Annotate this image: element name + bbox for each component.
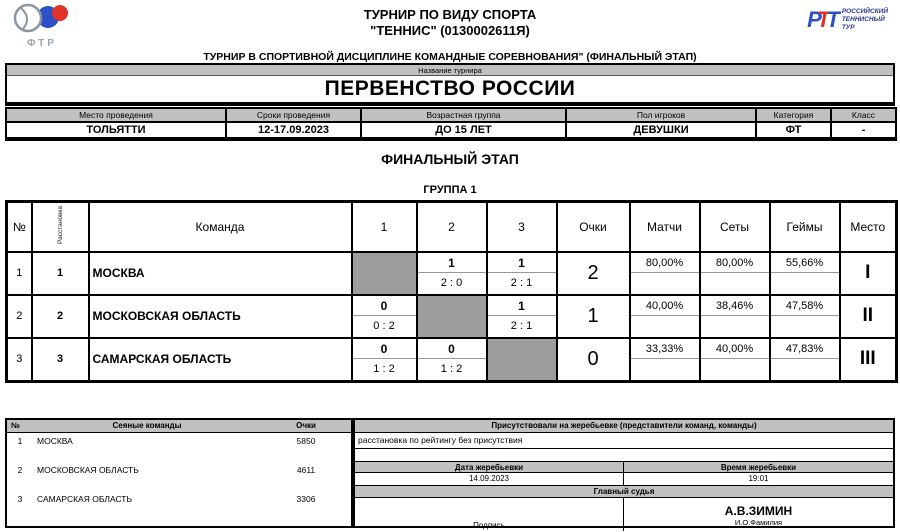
team-name: МОСКВА [89, 252, 352, 295]
matches-pct-cell: 40,00% [630, 295, 700, 338]
info-value-gender: ДЕВУШКИ [566, 122, 756, 139]
match-cell: 0 0 : 2 [352, 295, 417, 338]
info-header-category: Категория [756, 108, 831, 122]
rtt-letters-icon: РТТ [807, 7, 836, 32]
col-header-seed: Расстановка [32, 202, 89, 252]
rtt-logo [807, 8, 888, 32]
results-header-row [7, 202, 897, 252]
col-header-points: Очки [557, 202, 630, 252]
info-value-class: - [831, 122, 896, 139]
bottom-section [5, 418, 895, 528]
col-header-games: Геймы [770, 202, 840, 252]
referee-caption: И.О.Фамилия [734, 518, 783, 527]
place-cell: III [840, 338, 897, 382]
table-row [7, 338, 897, 382]
draw-date-header: Дата жеребьевки [355, 461, 624, 473]
points-cell: 0 [557, 338, 630, 382]
row-number: 1 [7, 252, 32, 295]
row-number: 3 [7, 338, 32, 382]
col-header-place: Место [840, 202, 897, 252]
list-item: 1 МОСКВА 5850 [17, 436, 316, 446]
list-item: 2 МОСКОВСКАЯ ОБЛАСТЬ 4611 [17, 465, 316, 475]
col-header-opp1: 1 [352, 202, 417, 252]
games-pct-cell: 47,83% [770, 338, 840, 382]
col-header-matches: Матчи [630, 202, 700, 252]
seed-col-num: № [11, 421, 20, 430]
sets-pct-cell: 38,46% [700, 295, 770, 338]
draw-time-header: Время жеребьевки [624, 461, 893, 473]
games-pct-cell: 55,66% [770, 252, 840, 295]
matches-pct-cell: 33,33% [630, 338, 700, 382]
place-cell: II [840, 295, 897, 338]
draw-time-value: 19:01 [748, 474, 769, 483]
seed-col-points: Очки [296, 421, 316, 430]
team-name: САМАРСКАЯ ОБЛАСТЬ [89, 338, 352, 382]
rtt-logo-text: РОССИЙСКИЙ ТЕННИСНЫЙ ТУР [841, 8, 888, 31]
draw-datetime-headers [355, 461, 893, 473]
spacer [355, 449, 893, 461]
attendance-header: Присутствовали на жеребьевке (представители команд, команды) [355, 420, 893, 433]
info-header-venue: Место проведения [6, 108, 226, 122]
stage-heading: ФИНАЛЬНЫЙ ЭТАП [381, 151, 519, 167]
group-heading: ГРУППА 1 [423, 184, 477, 196]
info-header-dates: Сроки проведения [226, 108, 361, 122]
draw-date-value: 14.09.2023 [355, 473, 624, 485]
match-cell: 1 2 : 0 [417, 252, 487, 295]
info-header-age-group: Возрастная группа [361, 108, 566, 122]
table-row [7, 295, 897, 338]
match-cell: 0 1 : 2 [352, 338, 417, 382]
group-results-table [5, 200, 898, 383]
place-cell: I [840, 252, 897, 295]
col-header-sets: Сеты [700, 202, 770, 252]
list-item: 3 САМАРСКАЯ ОБЛАСТЬ 3306 [17, 494, 316, 504]
referee-header: Главный судья [355, 485, 893, 498]
row-seed: 1 [32, 252, 89, 295]
sets-pct-cell: 80,00% [700, 252, 770, 295]
self-match-cell [417, 295, 487, 338]
info-value-venue: ТОЛЬЯТТИ [6, 122, 226, 139]
draw-datetime-values [355, 473, 893, 485]
tournament-name-box [5, 63, 895, 106]
table-row [7, 252, 897, 295]
signature-label: Подпись [473, 521, 505, 530]
draw-info-panel [353, 418, 895, 528]
page-title-line2: "ТЕННИС" (0130002611Я) [370, 23, 530, 38]
info-value-age-group: ДО 15 ЛЕТ [361, 122, 566, 139]
sets-pct-cell: 40,00% [700, 338, 770, 382]
self-match-cell [352, 252, 417, 295]
referee-cell [624, 498, 893, 531]
self-match-cell [487, 338, 557, 382]
team-name: МОСКОВСКАЯ ОБЛАСТЬ [89, 295, 352, 338]
signature-row [355, 498, 893, 531]
seed-col-team: Сеяные команды [112, 421, 182, 430]
info-value-dates: 12-17.09.2023 [226, 122, 361, 139]
info-value-category: ФТ [756, 122, 831, 139]
tournament-name-label: Название турнира [7, 65, 893, 76]
info-header-class: Класс [831, 108, 896, 122]
games-pct-cell: 47,58% [770, 295, 840, 338]
matches-pct-cell: 80,00% [630, 252, 700, 295]
event-info-table [5, 107, 897, 141]
discipline-subtitle: ТУРНИР В СПОРТИВНОЙ ДИСЦИПЛИНЕ КОМАНДНЫЕ СОРЕВНОВАНИЯ" (ФИНАЛЬНЫЙ ЭТАП) [203, 51, 697, 63]
match-cell: 1 2 : 1 [487, 295, 557, 338]
ftr-logo-label: ФТР [27, 38, 57, 49]
info-header-gender: Пол игроков [566, 108, 756, 122]
seeded-teams-table [5, 418, 353, 528]
referee-name: А.В.ЗИМИН [724, 504, 793, 518]
col-header-team: Команда [89, 202, 352, 252]
attendance-note: расстановка по рейтингу без присутствия [355, 433, 893, 449]
col-header-opp3: 3 [487, 202, 557, 252]
signature-cell [355, 498, 624, 531]
row-number: 2 [7, 295, 32, 338]
row-seed: 2 [32, 295, 89, 338]
tournament-name: ПЕРВЕНСТВО РОССИИ [324, 77, 576, 100]
col-header-num: № [7, 202, 32, 252]
row-seed: 3 [32, 338, 89, 382]
match-cell: 1 2 : 1 [487, 252, 557, 295]
seeded-teams-header [7, 420, 351, 433]
col-header-opp2: 2 [417, 202, 487, 252]
page-title [0, 7, 900, 39]
page-title-line1: ТУРНИР ПО ВИДУ СПОРТА [363, 7, 537, 22]
match-cell: 0 1 : 2 [417, 338, 487, 382]
points-cell: 1 [557, 295, 630, 338]
points-cell: 2 [557, 252, 630, 295]
